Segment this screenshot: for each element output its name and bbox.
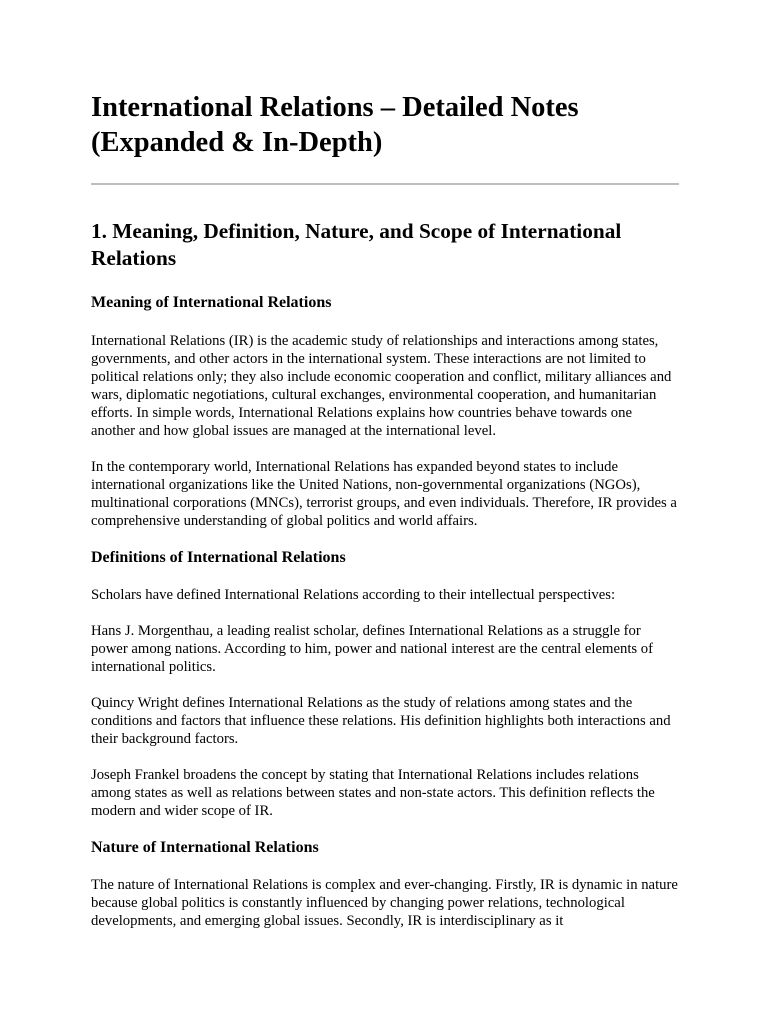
definitions-heading: Definitions of International Relations <box>91 549 346 566</box>
title-divider <box>91 183 679 185</box>
document-page <box>91 90 679 930</box>
section-1-heading: 1. Meaning, Definition, Nature, and Scope of International Relations <box>91 219 622 270</box>
wright-definition: Quincy Wright defines International Relations as the study of relations among states and the conditions and factors that influence these relations. His definition highlights both interactions and their background factors. <box>91 695 671 747</box>
frankel-definition: Joseph Frankel broadens the concept by stating that International Relations includes relations among states as well as relations between states and non-state actors. This definition reflects the modern and wider scope of IR. <box>91 767 655 819</box>
document-title: International Relations – Detailed Notes (Expanded & In-Depth) <box>91 92 579 158</box>
definitions-intro: Scholars have defined International Relations according to their intellectual perspectives: <box>91 587 616 603</box>
meaning-paragraph-2: In the contemporary world, International Relations has expanded beyond states to include international organizations like the United Nations, non-governmental organizations (NGOs), multinational corporations (MNCs), terrorist groups, and even individuals. Therefore, IR provides a comprehensive understanding of global politics and world affairs. <box>91 459 677 529</box>
morgenthau-definition: Hans J. Morgenthau, a leading realist scholar, defines International Relations as a struggle for power among nations. According to him, power and national interest are the central elements of international politics. <box>91 623 654 675</box>
nature-heading: Nature of International Relations <box>91 839 319 856</box>
nature-paragraph-1: The nature of International Relations is complex and ever-changing. Firstly, IR is dynamic in nature because global politics is constantly influenced by changing power relations, technological developments, and emerging global issues. Secondly, IR is interdisciplinary as it <box>91 877 678 929</box>
meaning-paragraph-1: International Relations (IR) is the academic study of relationships and interactions among states, governments, and other actors in the international system. These interactions are not limited to political relations only; they also include economic cooperation and conflict, military alliances and wars, diplomatic negotiations, cultural exchanges, environmental cooperation, and humanitarian efforts. In simple words, International Relations explains how countries behave towards one another and how global issues are managed at the international level. <box>91 333 672 439</box>
meaning-heading: Meaning of International Relations <box>91 294 332 311</box>
